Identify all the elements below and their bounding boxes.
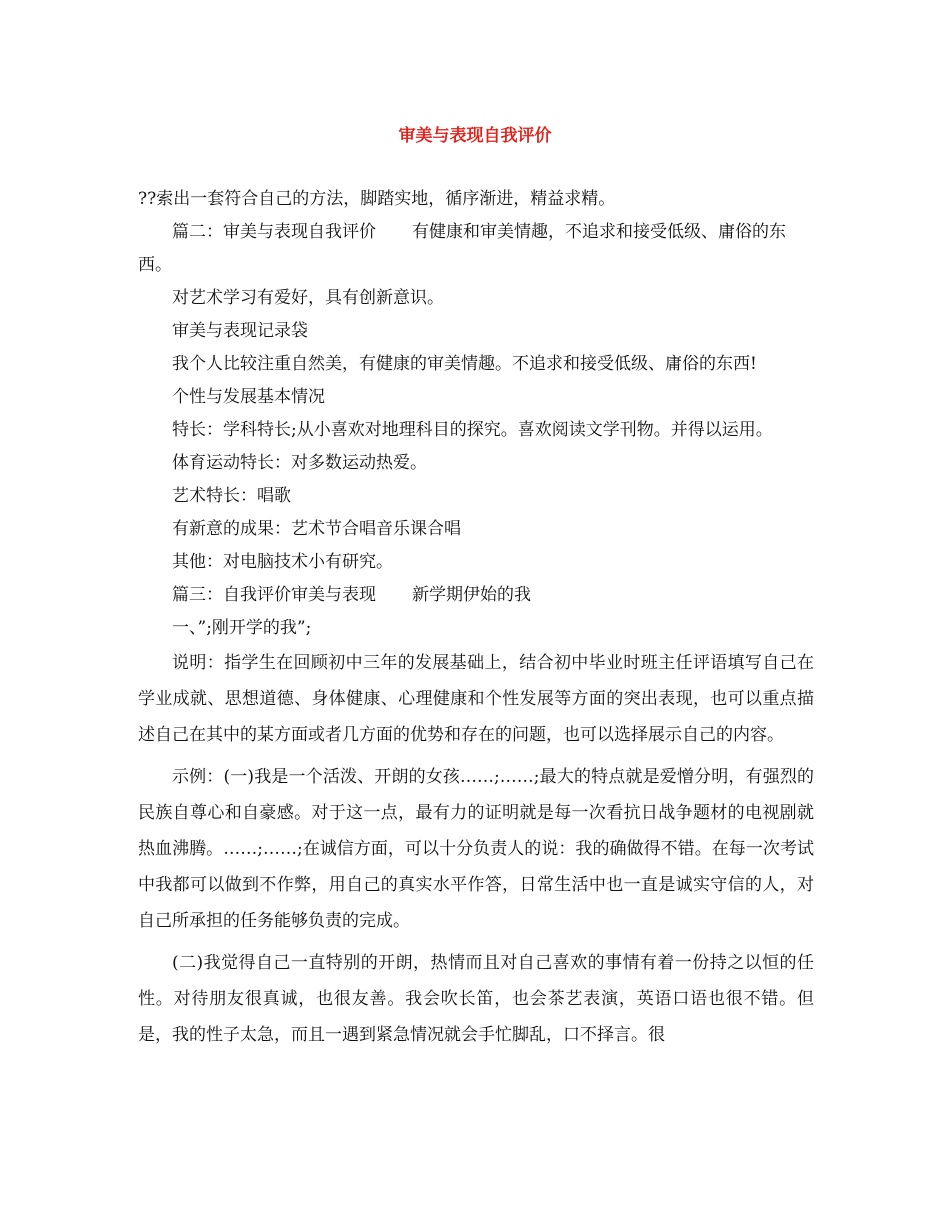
section-heading-line bbox=[138, 579, 814, 612]
body-paragraph: 示例：(一)我是一个活泼、开朗的女孩……;……;最大的特点就是爱憎分明，有强烈的民族自尊心和自豪感。对于这一点，最有力的证明就是每一次看抗日战争题材的电视剧就热血沸腾。……;……;在诚信方面，可以十分负责人的说：我的确做得不错。在每一次考试中我都可以做到不作弊，用自己的真实水平作答，日常生活中也一直是诚实守信的人，对自己所承担的任务能够负责的完成。 bbox=[138, 767, 814, 931]
body-line: 审美与表现记录袋 bbox=[172, 321, 308, 341]
body-line: 对艺术学习有爱好，具有创新意识。 bbox=[172, 288, 444, 308]
body-line: 我个人比较注重自然美，有健康的审美情趣。不追求和接受低级、庸俗的东西! bbox=[172, 354, 757, 374]
body-line: 体育运动特长：对多数运动热爱。 bbox=[172, 453, 427, 473]
body-line: 特长：学科特长;从小喜欢对地理科目的探究。喜欢阅读文学刊物。并得以运用。 bbox=[172, 420, 773, 440]
body-paragraph: 说明：指学生在回顾初中三年的发展基础上，结合初中毕业时班主任评语填写自己在学业成就、思想道德、身体健康、心理健康和个性发展等方面的突出表现，也可以重点描述自己在其中的某方面或者几方面的优势和存在的问题，也可以选择展示自己的内容。 bbox=[138, 653, 814, 745]
section-text: 新学期伊始的我 bbox=[412, 585, 531, 605]
body-paragraph: (二)我觉得自己一直特别的开朗，热情而且对自己喜欢的事情有着一份持之以恒的任性。对待朋友很真诚，也很友善。我会吹长笛，也会茶艺表演，英语口语也很不错。但是，我的性子太急，而且一遇到紧急情况就会手忙脚乱，口不择言。很 bbox=[138, 953, 814, 1045]
body-line: 一、”;刚开学的我”; bbox=[172, 618, 312, 638]
section-text: 有健康和审美情趣，不追求和接受低级、庸俗的东西。 bbox=[138, 222, 786, 275]
body-line: 个性与发展基本情况 bbox=[172, 387, 325, 407]
section-heading: 篇三：自我评价审美与表现 bbox=[172, 585, 376, 605]
body-line: 其他：对电脑技术小有研究。 bbox=[172, 552, 393, 572]
section-heading: 篇二：审美与表现自我评价 bbox=[172, 222, 376, 242]
document-title: 审美与表现自我评价 bbox=[398, 126, 552, 146]
body-line: 有新意的成果：艺术节合唱音乐课合唱 bbox=[172, 519, 461, 539]
document-body bbox=[138, 183, 814, 1053]
section-heading-line bbox=[138, 216, 814, 282]
body-line: ??索出一套符合自己的方法，脚踏实地，循序渐进，精益求精。 bbox=[138, 189, 616, 209]
body-line: 艺术特长：唱歌 bbox=[172, 486, 291, 506]
